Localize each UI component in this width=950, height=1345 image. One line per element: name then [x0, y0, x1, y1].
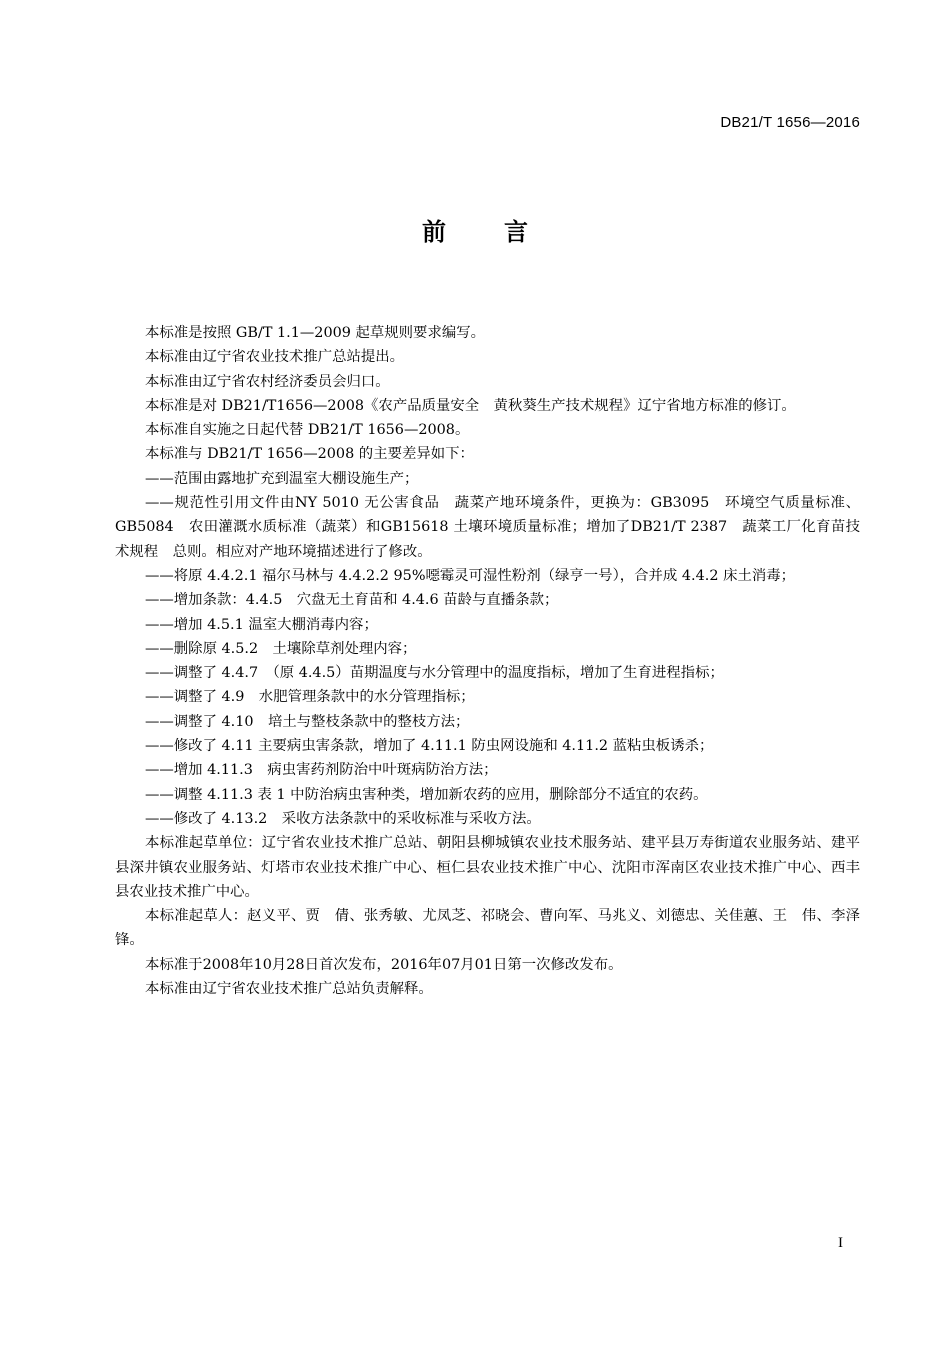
change-item: ——调整了 4.9 水肥管理条款中的水分管理指标；	[145, 689, 475, 706]
foreword-body	[115, 321, 860, 1001]
drafters: 本标准起草人：赵义平、贾 倩、张秀敏、尤凤芝、祁晓会、曹向军、马兆义、刘德忠、关佳蕙、王 伟、李泽锋。	[115, 908, 860, 949]
change-item: ——调整 4.11.3 表 1 中防治病虫害种类，增加新农药的应用，删除部分不适宜的农药。	[145, 786, 708, 803]
change-item: ——调整了 4.10 培土与整枝条款中的整枝方法；	[145, 713, 470, 730]
page-title: 前言	[422, 218, 586, 246]
change-item: ——增加 4.11.3 病虫害药剂防治中叶斑病防治方法；	[145, 762, 498, 779]
change-item: ——修改了 4.11 主要病虫害条款，增加了 4.11.1 防虫网设施和 4.11.2 蓝粘虫板诱杀；	[145, 738, 714, 755]
change-item: ——将原 4.4.2.1 福尔马林与 4.4.2.2 95%噁霉灵可湿性粉剂（绿亨一号），合并成 4.4.2 床土消毒；	[145, 567, 796, 584]
paragraph: 本标准是按照 GB/T 1.1—2009 起草规则要求编写。	[145, 325, 486, 341]
change-item: ——调整了 4.4.7 （原 4.4.5）苗期温度与水分管理中的温度指标，增加了生育进程指标；	[145, 665, 724, 682]
change-item: ——增加 4.5.1 温室大棚消毒内容；	[145, 616, 378, 633]
change-item: ——规范性引用文件由NY 5010 无公害食品 蔬菜产地环境条件，更换为：GB3095 环境空气质量标准、GB5084 农田灌溉水质标准（蔬菜）和GB15618 土壤环境质量标准；增加了DB21/T 2387 蔬菜工厂化育苗技术规程 总则。相应对产地环境描述进行了修改。	[115, 495, 860, 560]
change-item: ——删除原 4.5.2 土壤除草剂处理内容；	[145, 640, 417, 657]
interpretation: 本标准由辽宁省农业技术推广总站负责解释。	[145, 981, 433, 998]
publish-dates: 本标准于2008年10月28日首次发布，2016年07月01日第一次修改发布。	[145, 956, 623, 973]
paragraph: 本标准与 DB21/T 1656—2008 的主要差异如下：	[145, 446, 474, 463]
paragraph: 本标准是对 DB21/T1656—2008《农产品质量安全 黄秋葵生产技术规程》辽宁省地方标准的修订。	[145, 397, 796, 414]
change-item: ——增加条款：4.4.5 穴盘无土育苗和 4.4.6 苗龄与直播条款；	[145, 592, 559, 609]
page-number: I	[838, 1235, 843, 1251]
change-item: ——修改了 4.13.2 采收方法条款中的采收标准与采收方法。	[145, 810, 541, 827]
paragraph: 本标准由辽宁省农村经济委员会归口。	[145, 373, 390, 390]
standard-code: DB21/T 1656—2016	[720, 114, 860, 131]
change-item: ——范围由露地扩充到温室大棚设施生产；	[145, 470, 419, 487]
drafting-units: 本标准起草单位：辽宁省农业技术推广总站、朝阳县柳城镇农业技术服务站、建平县万寿街道农业服务站、建平县深井镇农业服务站、灯塔市农业技术推广中心、桓仁县农业技术推广中心、沈阳市浑南区农业技术推广中心、西丰县农业技术推广中心。	[115, 835, 860, 900]
paragraph: 本标准由辽宁省农业技术推广总站提出。	[145, 349, 405, 366]
paragraph: 本标准自实施之日起代替 DB21/T 1656—2008。	[145, 422, 470, 439]
